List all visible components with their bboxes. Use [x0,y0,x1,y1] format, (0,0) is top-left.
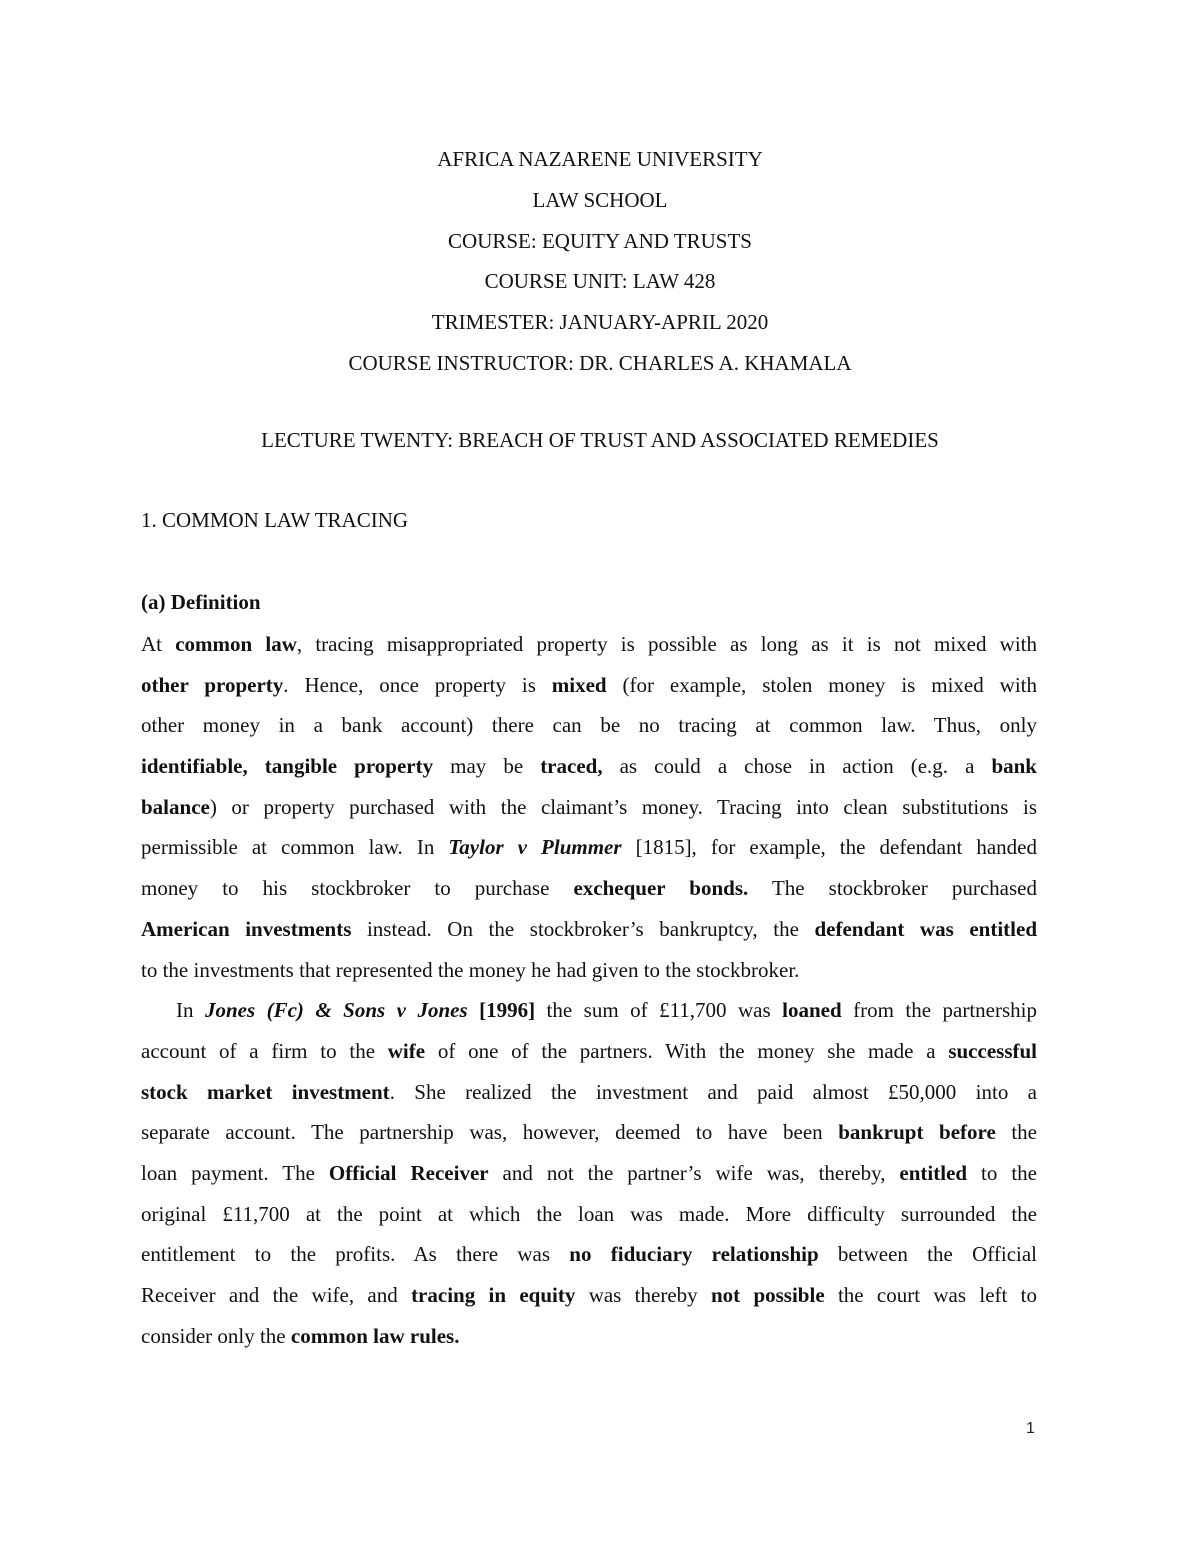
lecture-title: LECTURE TWENTY: BREACH OF TRUST AND ASSOCIATED REMEDIES [261,428,939,452]
text-line: original £11,700 at the point at which the loan was made. More difficulty surrounded the [141,1201,1037,1226]
bold-term: traced, [540,754,603,779]
bold-term: bank [991,754,1037,779]
bold-term: common law [175,632,297,656]
bold-term: other property [141,672,284,697]
document-header [0,139,1200,384]
text-line: other property. Hence, once property is mixed (for example, stolen money is mixed with [141,672,1038,697]
page-number: 1 [1026,1420,1035,1437]
bold-term: [1996] [467,998,536,1023]
text-line: loan payment. The Official Receiver and not the partner’s wife was, thereby, entitled to the [141,1160,1037,1185]
bold-term: successful [948,1038,1037,1063]
case-name: Jones (Fc) & Sons v Jones [204,998,468,1023]
course-title: COURSE: EQUITY AND TRUSTS [448,228,752,253]
text-line: identifiable, tangible property may be traced, as could a chose in action (e.g. a bank [141,754,1037,779]
bold-term: defendant was entitled [814,916,1037,941]
bold-term: common law rules. [290,1323,460,1348]
text-line: account of a firm to the wife of one of the partners. With the money she made a successful [141,1038,1037,1063]
bold-term: bankrupt before [838,1120,996,1145]
bold-term: American investments [141,916,352,941]
text-line: other money in a bank account) there can be no tracing at common law. Thus, only [141,713,1037,738]
section-heading: 1. COMMON LAW TRACING [141,508,409,532]
school-name: LAW SCHOOL [532,187,668,212]
bold-term: wife [387,1038,426,1063]
bold-term: entitled [899,1160,968,1185]
bold-term: exchequer bonds. [573,876,749,901]
body-text [141,624,1037,1356]
trimester: TRIMESTER: JANUARY-APRIL 2020 [431,310,769,335]
course-instructor: COURSE INSTRUCTOR: DR. CHARLES A. KHAMALA [348,350,852,375]
bold-term: no fiduciary relationship [569,1242,819,1267]
text-line: stock market investment. She realized the investment and paid almost £50,000 into a [141,1079,1037,1104]
bold-term: mixed [551,672,607,697]
text-line: In Jones (Fc) & Sons v Jones [1996] the sum of £11,700 was loaned from the partnership [176,998,1037,1023]
text-line: to the investments that represented the money he had given to the stockbroker. [141,957,800,982]
text-line: permissible at common law. In Taylor v Plummer [1815], for example, the defendant handed [141,835,1037,860]
text-line: At common law, tracing misappropriated property is possible as long as it is not mixed with [141,632,1038,656]
text-line: separate account. The partnership was, however, deemed to have been bankrupt before the [141,1120,1038,1145]
case-name: Taylor v Plummer [448,835,622,860]
bold-term: identifiable, tangible property [141,754,434,779]
text-line: entitlement to the profits. As there was no fiduciary relationship between the Official [141,1242,1038,1267]
text-line: American investments instead. On the stockbroker’s bankruptcy, the defendant was entitled [141,916,1037,941]
bold-term: stock market investment [141,1079,390,1104]
course-unit: COURSE UNIT: LAW 428 [484,269,716,294]
university-name: AFRICA NAZARENE UNIVERSITY [437,147,763,171]
bold-term: balance [141,794,210,819]
text-line: balance) or property purchased with the claimant’s money. Tracing into clean substitutions is [141,794,1037,819]
text-line: money to his stockbroker to purchase exchequer bonds. The stockbroker purchased [141,876,1037,901]
text-line: Receiver and the wife, and tracing in equity was thereby not possible the court was left to [141,1283,1037,1307]
bold-term: Official Receiver [328,1160,489,1185]
bold-term: not possible [710,1283,825,1307]
bold-term: loaned [782,998,842,1023]
text-line: consider only the common law rules. [141,1323,460,1348]
bold-term: tracing in equity [411,1283,576,1307]
subheading: (a) Definition [141,590,261,614]
